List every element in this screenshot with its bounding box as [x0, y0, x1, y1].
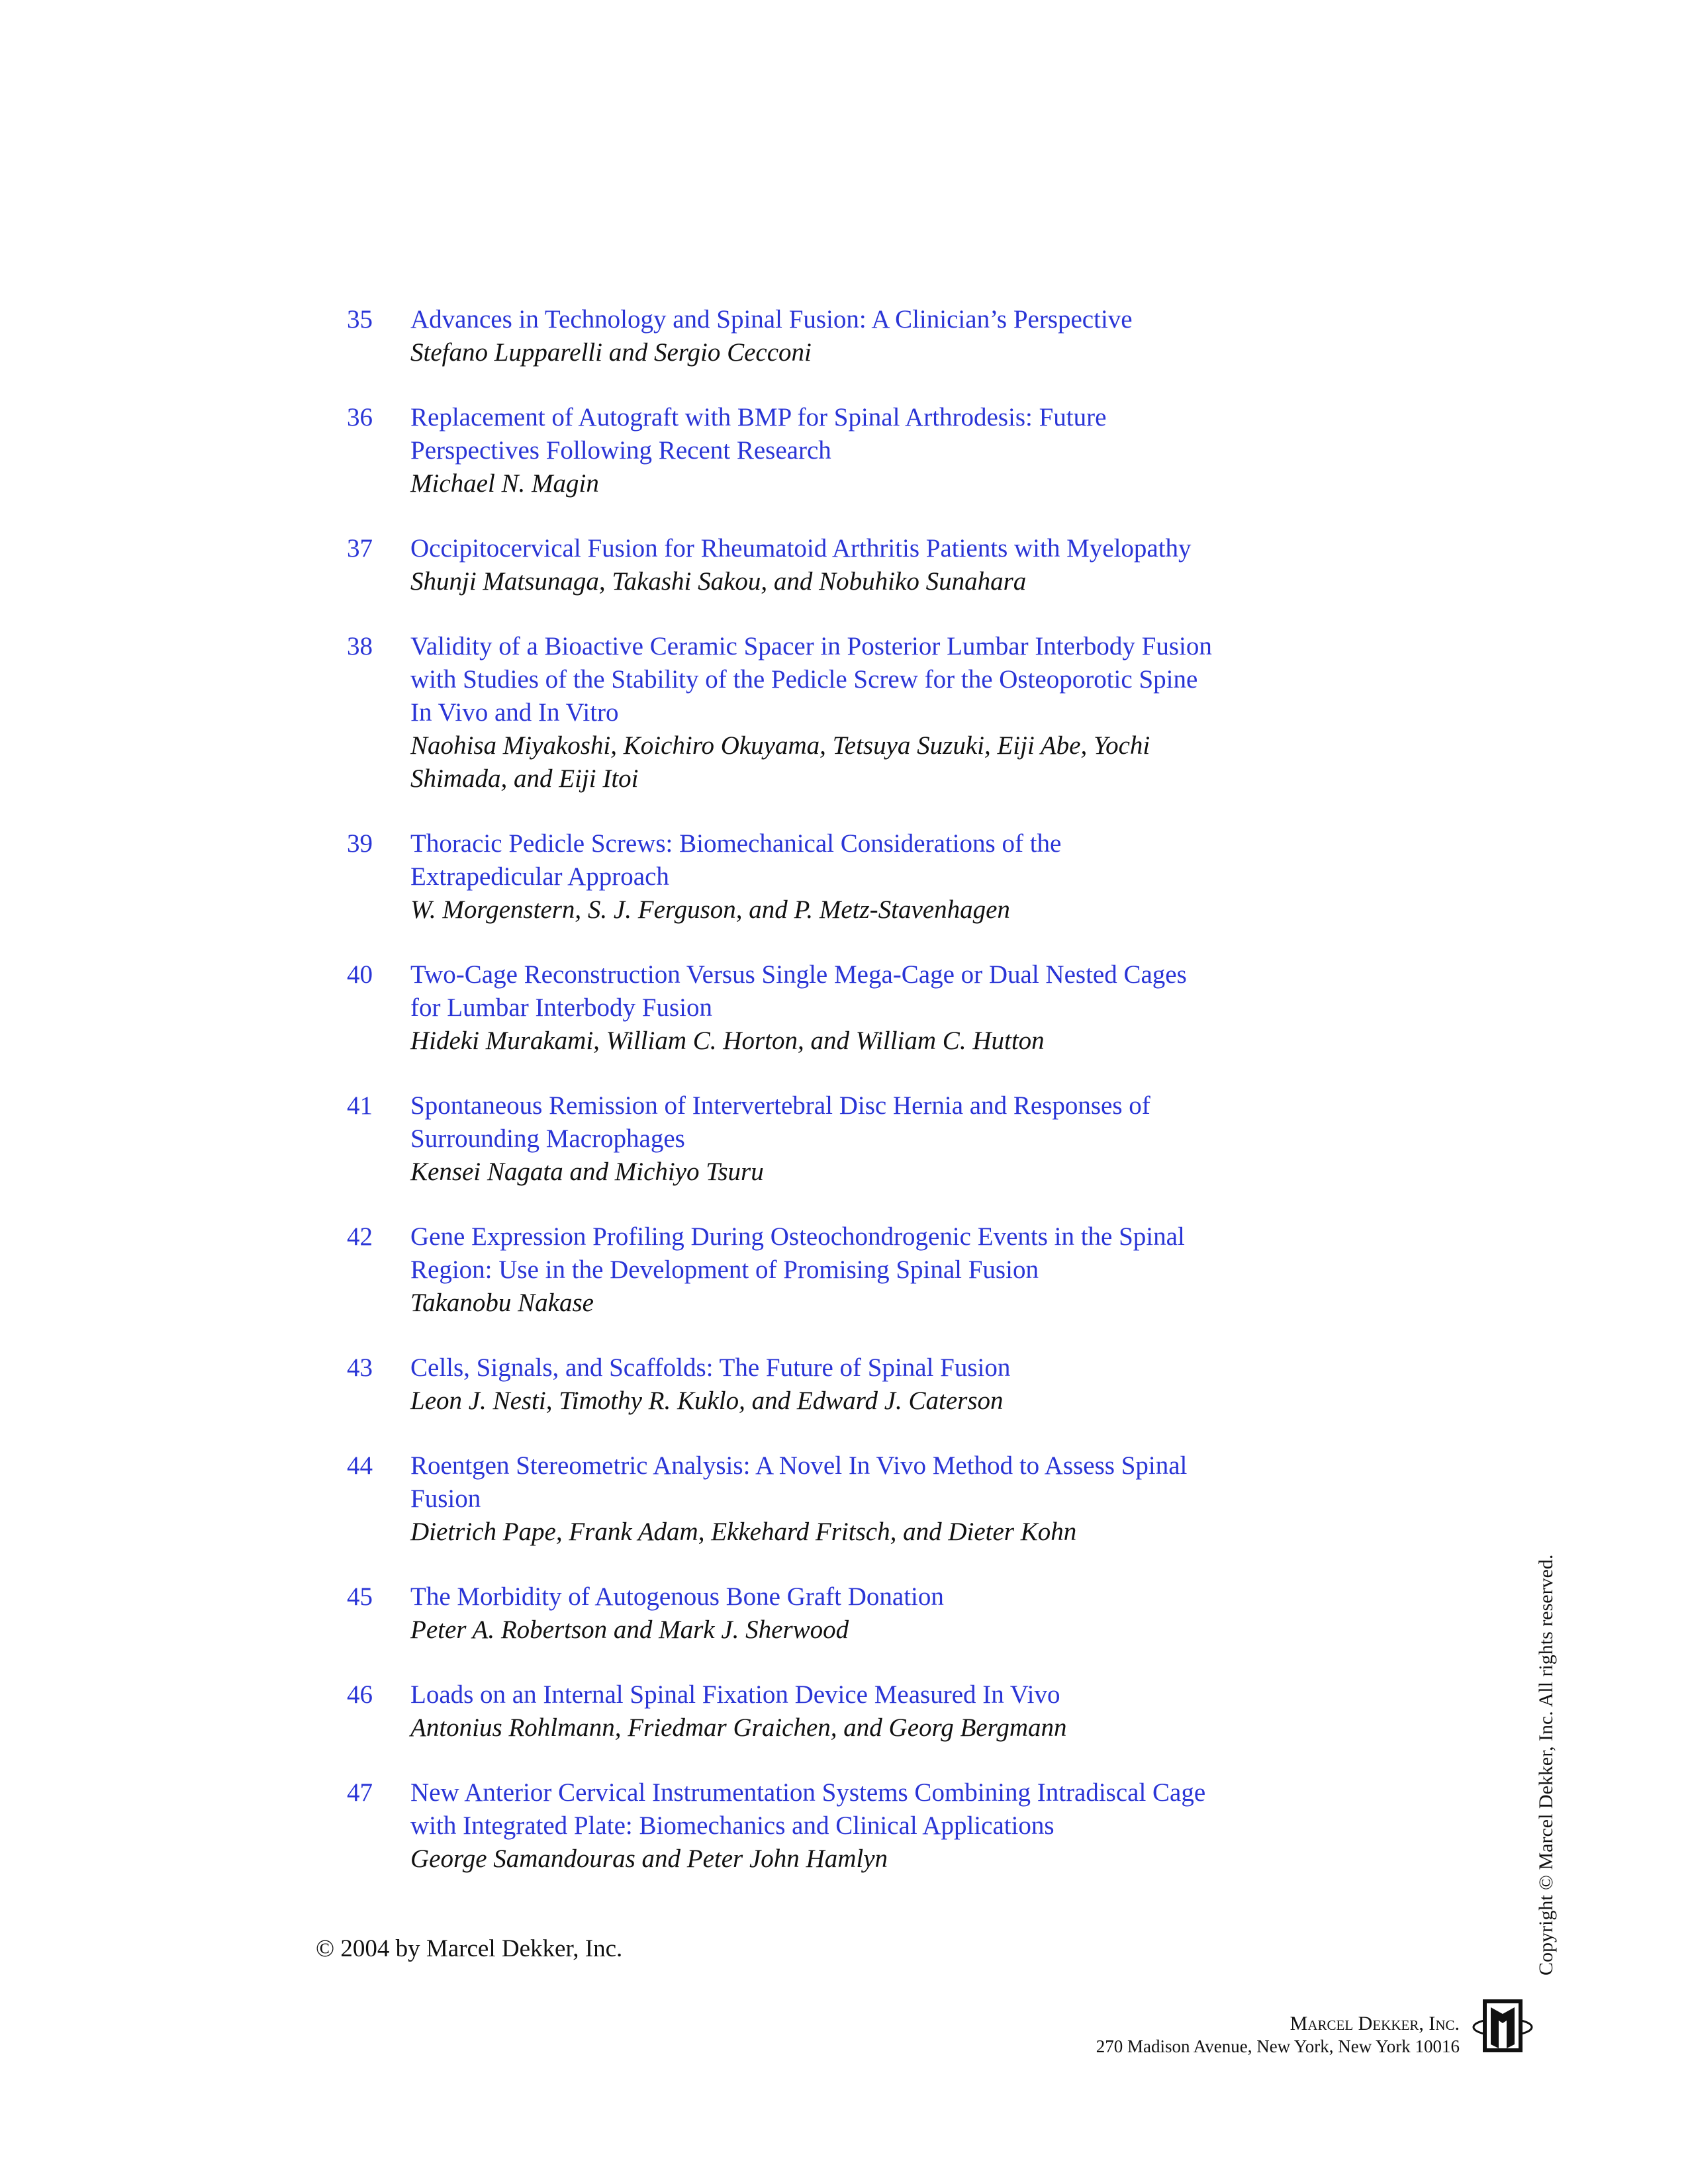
toc-entry-body: [410, 1351, 1353, 1418]
copyright-notice: © 2004 by Marcel Dekker, Inc.: [316, 1935, 623, 1962]
chapter-title-link[interactable]: Roentgen Stereometric Analysis: A Novel In Vivo Method to Assess Spinal: [410, 1451, 1188, 1480]
chapter-title-link[interactable]: The Morbidity of Autogenous Bone Graft Donation: [410, 1582, 944, 1611]
chapter-authors: Dietrich Pape, Frank Adam, Ekkehard Fritsch, and Dieter Kohn: [410, 1518, 1077, 1546]
chapter-number-link[interactable]: 40: [347, 960, 373, 989]
toc-entry-body: [410, 532, 1353, 598]
toc-entry-body: [410, 1449, 1353, 1549]
chapter-number-link[interactable]: 36: [347, 403, 373, 432]
toc-entry: [347, 630, 1353, 796]
chapter-title-link[interactable]: Fusion: [410, 1484, 481, 1513]
chapter-number-link[interactable]: 41: [347, 1091, 373, 1120]
chapter-number-link[interactable]: 39: [347, 829, 373, 858]
chapter-title-link[interactable]: Validity of a Bioactive Ceramic Spacer in Posterior Lumbar Interbody Fusion: [410, 632, 1212, 660]
chapter-number-link[interactable]: 47: [347, 1778, 373, 1807]
toc-entry: [347, 1089, 1353, 1189]
chapter-number-link[interactable]: 45: [347, 1582, 373, 1611]
marcel-dekker-logo-icon: [1471, 1994, 1534, 2058]
side-copyright-text: Copyright © Marcel Dekker, Inc. All rights reserved.: [1535, 1554, 1557, 1976]
chapter-authors: Hideki Murakami, William C. Horton, and William C. Hutton: [410, 1026, 1045, 1055]
toc-entry-body: [410, 1089, 1353, 1189]
chapter-title-link[interactable]: Perspectives Following Recent Research: [410, 436, 831, 465]
chapter-authors: Peter A. Robertson and Mark J. Sherwood: [410, 1615, 849, 1644]
chapter-authors: Shimada, and Eiji Itoi: [410, 764, 639, 793]
toc-entry: [347, 532, 1353, 598]
chapter-title-link[interactable]: Surrounding Macrophages: [410, 1124, 685, 1153]
toc-entry-body: [410, 1678, 1353, 1745]
chapter-title-link[interactable]: New Anterior Cervical Instrumentation Systems Combining Intradiscal Cage: [410, 1778, 1206, 1807]
chapter-authors: W. Morgenstern, S. J. Ferguson, and P. Metz-Stavenhagen: [410, 895, 1010, 924]
chapter-authors: George Samandouras and Peter John Hamlyn: [410, 1844, 888, 1873]
toc-entry: [347, 827, 1353, 927]
chapter-title-link[interactable]: In Vivo and In Vitro: [410, 698, 619, 727]
chapter-number-link[interactable]: 44: [347, 1451, 373, 1480]
chapter-title-link[interactable]: Region: Use in the Development of Promising Spinal Fusion: [410, 1255, 1039, 1284]
toc-entry: [347, 1351, 1353, 1418]
chapter-title-link[interactable]: Loads on an Internal Spinal Fixation Device Measured In Vivo: [410, 1680, 1060, 1709]
toc-entry: [347, 1220, 1353, 1320]
toc-entry-body: [410, 630, 1353, 796]
chapter-authors: Kensei Nagata and Michiyo Tsuru: [410, 1158, 764, 1186]
chapter-title-link[interactable]: for Lumbar Interbody Fusion: [410, 993, 713, 1022]
publisher-imprint: [1096, 2012, 1460, 2057]
publisher-address: 270 Madison Avenue, New York, New York 10016: [1096, 2036, 1460, 2056]
toc-entry: [347, 1449, 1353, 1549]
chapter-authors: Takanobu Nakase: [410, 1289, 594, 1317]
chapter-authors: Stefano Lupparelli and Sergio Cecconi: [410, 338, 812, 367]
chapter-title-link[interactable]: with Integrated Plate: Biomechanics and Clinical Applications: [410, 1811, 1055, 1840]
chapter-title-link[interactable]: Replacement of Autograft with BMP for Spinal Arthrodesis: Future: [410, 403, 1107, 432]
chapter-number-link[interactable]: 43: [347, 1353, 373, 1382]
chapter-title-link[interactable]: Cells, Signals, and Scaffolds: The Future of Spinal Fusion: [410, 1353, 1011, 1382]
chapter-number-link[interactable]: 38: [347, 632, 373, 660]
chapter-number-link[interactable]: 42: [347, 1222, 373, 1251]
chapter-title-link[interactable]: Occipitocervical Fusion for Rheumatoid Arthritis Patients with Myelopathy: [410, 534, 1192, 563]
chapter-number-link[interactable]: 35: [347, 305, 373, 334]
chapter-authors: Naohisa Miyakoshi, Koichiro Okuyama, Tetsuya Suzuki, Eiji Abe, Yochi: [410, 731, 1150, 760]
chapter-number-link[interactable]: 46: [347, 1680, 373, 1709]
toc-entry: [347, 1776, 1353, 1876]
chapter-title-link[interactable]: Advances in Technology and Spinal Fusion: A Clinician’s Perspective: [410, 305, 1133, 334]
chapter-title-link[interactable]: Two-Cage Reconstruction Versus Single Mega-Cage or Dual Nested Cages: [410, 960, 1187, 989]
toc-entry-body: [410, 303, 1353, 369]
toc-entry-body: [410, 401, 1353, 500]
toc-entry: [347, 1580, 1353, 1647]
toc-entry: [347, 303, 1353, 369]
toc-entry-body: [410, 1220, 1353, 1320]
logo-graphic: [1471, 1994, 1534, 2058]
toc-entry-body: [410, 1580, 1353, 1647]
publisher-name: Marcel Dekker, Inc.: [1289, 2013, 1460, 2034]
toc-entry-body: [410, 827, 1353, 927]
toc-entry: [347, 1678, 1353, 1745]
chapter-authors: Antonius Rohlmann, Friedmar Graichen, and Georg Bergmann: [410, 1713, 1067, 1742]
toc-entry: [347, 958, 1353, 1058]
chapter-title-link[interactable]: Thoracic Pedicle Screws: Biomechanical Considerations of the: [410, 829, 1062, 858]
toc-entry: [347, 401, 1353, 500]
table-of-contents: [347, 303, 1353, 1907]
chapter-title-link[interactable]: Spontaneous Remission of Intervertebral Disc Hernia and Responses of: [410, 1091, 1150, 1120]
toc-entry-body: [410, 958, 1353, 1058]
chapter-authors: Shunji Matsunaga, Takashi Sakou, and Nobuhiko Sunahara: [410, 567, 1027, 596]
chapter-title-link[interactable]: Extrapedicular Approach: [410, 862, 669, 891]
side-copyright-notice: [1533, 1554, 1560, 1976]
chapter-authors: Leon J. Nesti, Timothy R. Kuklo, and Edward J. Caterson: [410, 1387, 1004, 1415]
chapter-title-link[interactable]: with Studies of the Stability of the Pedicle Screw for the Osteoporotic Spine: [410, 665, 1198, 694]
chapter-title-link[interactable]: Gene Expression Profiling During Osteochondrogenic Events in the Spinal: [410, 1222, 1185, 1251]
chapter-authors: Michael N. Magin: [410, 469, 599, 498]
chapter-number-link[interactable]: 37: [347, 534, 373, 563]
toc-entry-body: [410, 1776, 1353, 1876]
